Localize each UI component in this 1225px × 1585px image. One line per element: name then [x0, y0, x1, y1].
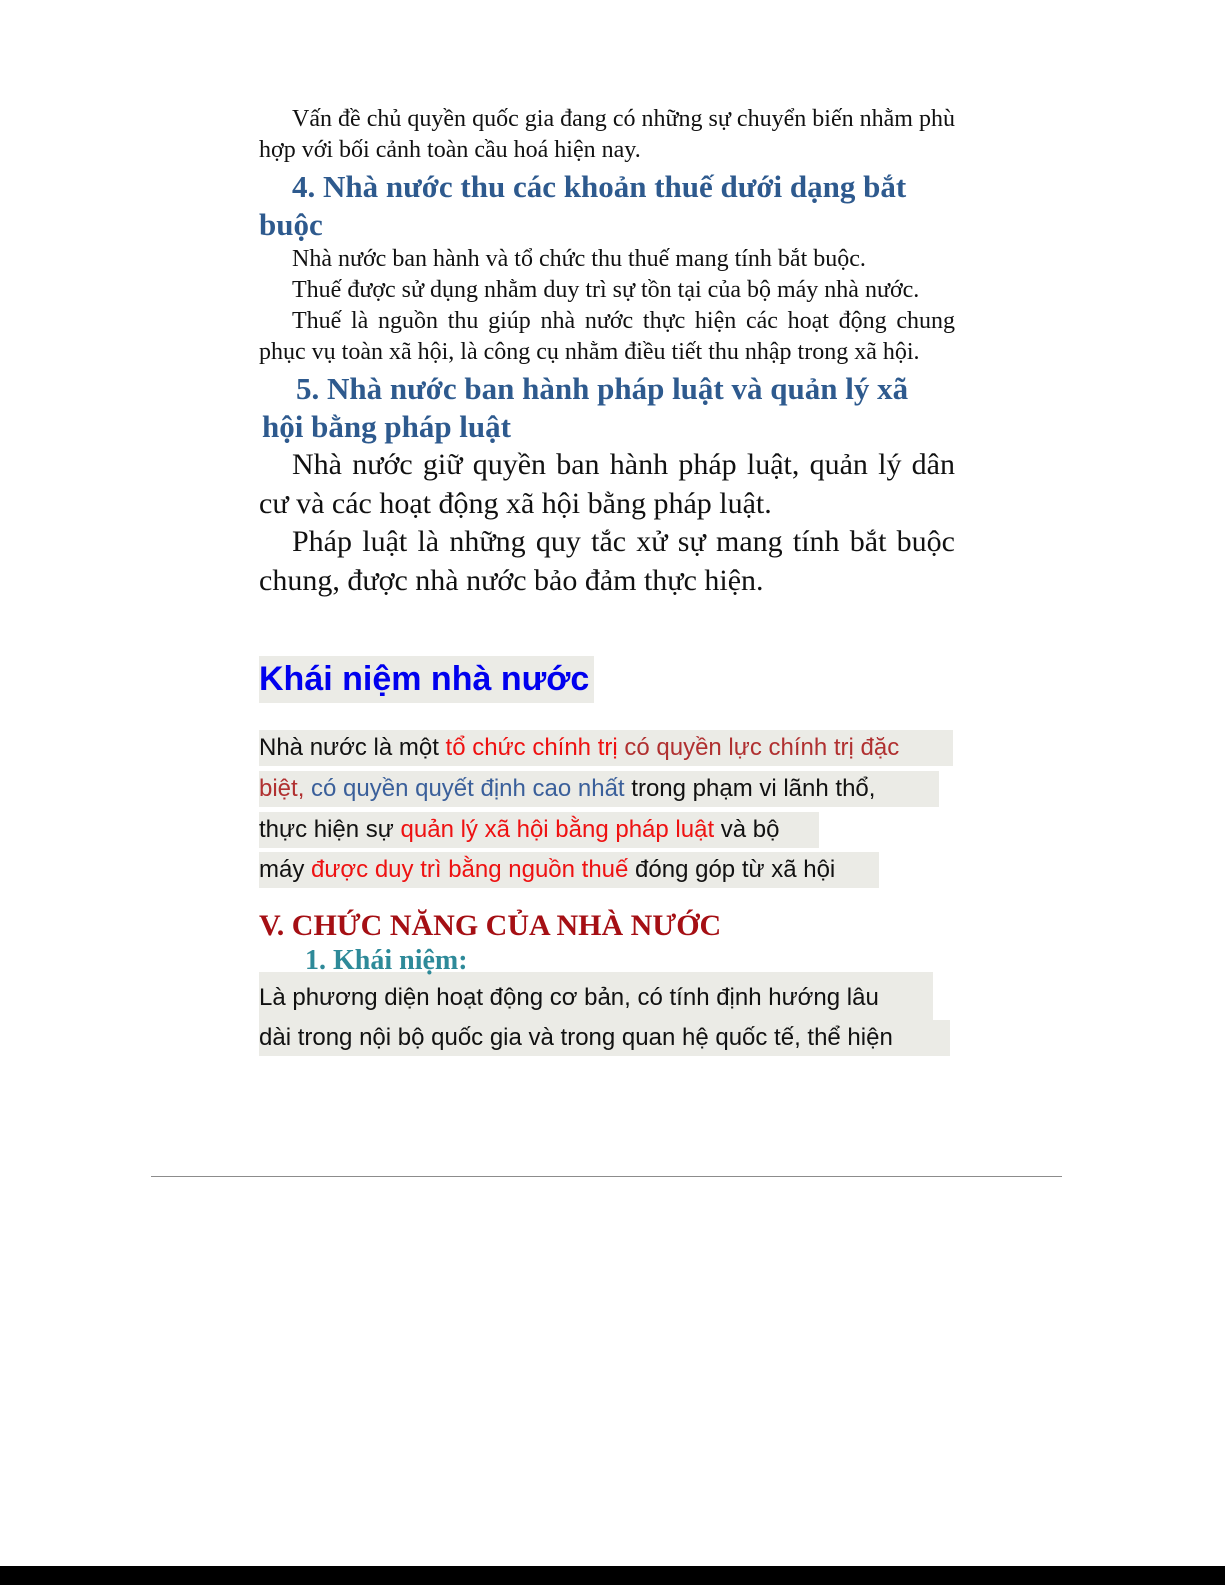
concept-line-1-text: Nhà nước là một	[259, 734, 446, 761]
intro-paragraph: Vấn đề chủ quyền quốc gia đang có những sự chuyển biến nhằm phù hợp với bối cảnh toàn cầu hoá hiện nay.	[259, 106, 955, 163]
section-v-line-1: Là phương diện hoạt động cơ bản, có tính định hướng lâu	[259, 984, 879, 1011]
section-4-paragraph-2: Thuế được sử dụng nhằm duy trì sự tồn tại của bộ máy nhà nước.	[292, 277, 920, 303]
section-4-heading: 4. Nhà nước thu các khoản thuế dưới dạng bắt buộc	[259, 169, 907, 242]
concept-line-3	[259, 812, 819, 848]
concept-line-4-text: máy	[259, 856, 312, 883]
concept-line-2-emphasis: biệt,	[259, 775, 312, 802]
section-v-heading: V. CHỨC NĂNG CỦA NHÀ NƯỚC	[259, 909, 722, 942]
section-4-paragraph-3: Thuế là nguồn thu giúp nhà nước thực hiện các hoạt động chung phục vụ toàn xã hội, là công cụ nhằm điều tiết thu nhập trong xã hội.	[259, 308, 955, 365]
concept-line-4-highlight: được duy trì bằng nguồn thuế	[311, 856, 629, 883]
section-5-paragraph-1: Nhà nước giữ quyền ban hành pháp luật, quản lý dân cư và các hoạt động xã hội bằng pháp luật.	[259, 448, 955, 520]
concept-line-1	[259, 730, 953, 766]
section-v-line-2: dài trong nội bộ quốc gia và trong quan hệ quốc tế, thể hiện	[259, 1020, 950, 1056]
section-4-paragraph-1: Nhà nước ban hành và tổ chức thu thuế mang tính bắt buộc.	[292, 246, 866, 272]
concept-line-4	[259, 852, 879, 888]
concept-line-4-text-end: đóng góp từ xã hội	[628, 856, 836, 883]
concept-line-1-emphasis: có quyền lực chính trị đặc	[624, 734, 900, 761]
concept-line-2-highlight: có quyền quyết định cao nhất	[311, 775, 625, 802]
section-v-subheading: 1. Khái niệm:	[305, 945, 468, 976]
page-divider	[151, 1176, 1062, 1177]
concept-title: Khái niệm nhà nước	[259, 656, 594, 703]
bottom-edge-bar	[0, 1566, 1225, 1585]
concept-line-2	[259, 771, 939, 807]
concept-line-3-text-end: và bộ	[714, 816, 780, 843]
section-5-heading-line-2: hội bằng pháp luật	[262, 409, 511, 444]
page-content	[259, 104, 955, 600]
concept-line-3-highlight: quản lý xã hội bằng pháp luật	[400, 816, 715, 843]
section-5-paragraph-2: Pháp luật là những quy tắc xử sự mang tính bắt buộc chung, được nhà nước bảo đảm thực hiện.	[259, 525, 955, 597]
concept-line-1-highlight: tổ chức chính trị	[445, 734, 625, 761]
concept-line-2-text: trong phạm vi lãnh thổ,	[624, 775, 876, 802]
section-5-heading-line-1: 5. Nhà nước ban hành pháp luật và quản lý xã	[296, 371, 909, 406]
concept-line-3-text: thực hiện sự	[259, 816, 401, 843]
